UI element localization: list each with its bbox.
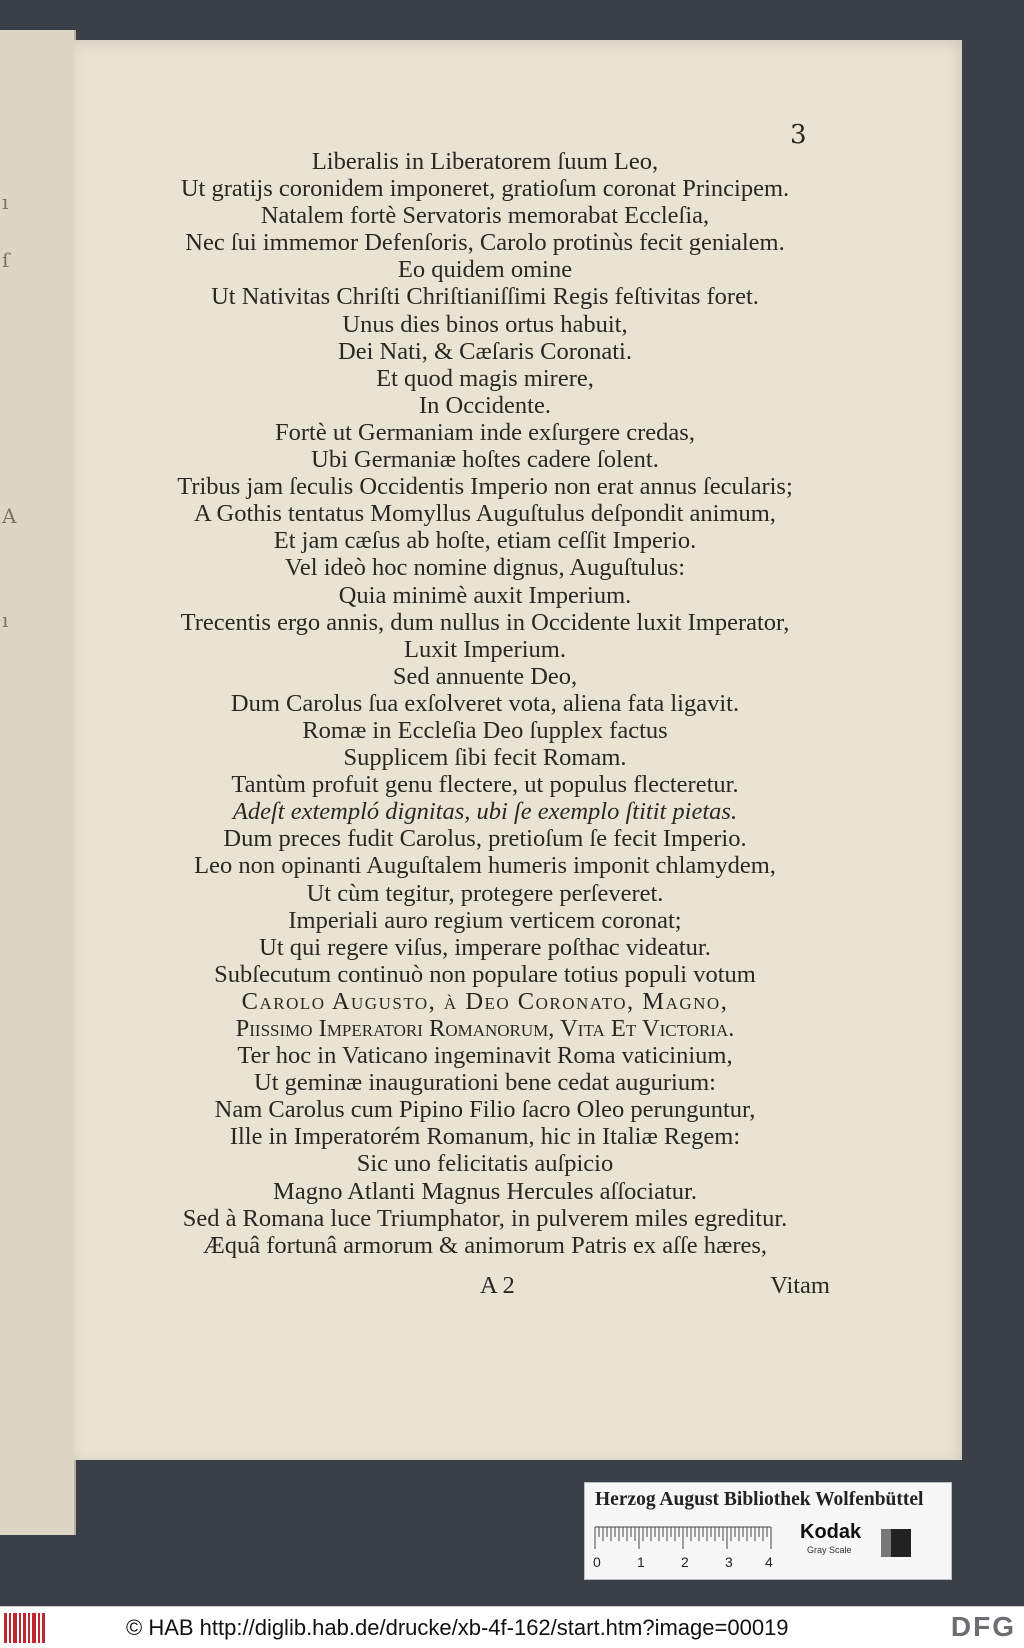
scale-label: 0 (593, 1554, 601, 1570)
text-line: Fortè ut Germaniam inde exſurgere credas, (275, 418, 695, 446)
page-number: 3 (790, 120, 807, 150)
text-line: Ut Nativitas Chriſti Chriſtianiſſimi Regis feſtivitas foret. (211, 283, 759, 311)
text-line: Sed à Romana luce Triumphator, in pulverem miles egreditur. (182, 1204, 788, 1232)
text-line: Ille in Imperatorém Romanum, hic in Italiæ Regem: (229, 1123, 741, 1151)
text-line: Tribus jam ſeculis Occidentis Imperio non erat annus ſecularis; (177, 473, 793, 501)
text-line: Vel ideò hoc nomine dignus, Auguſtulus: (284, 554, 686, 582)
text-line: Liberalis in Liberatorem ſuum Leo, (311, 148, 659, 175)
text-line: Unus dies binos ortus habuit, (342, 310, 628, 338)
text-line: Quia minimè auxit Imperium. (338, 581, 632, 609)
text-line: Ubi Germaniæ hoſtes cadere ſolent. (311, 446, 659, 474)
catchword: Vitam (770, 1272, 830, 1299)
text-line: Eo quidem omine (397, 256, 573, 284)
text-line: Et quod magis mirere, (376, 364, 594, 392)
text-line: Ut cùm tegitur, protegere perſeveret. (306, 879, 664, 907)
text-line: Sic uno felicitatis auſpicio (356, 1150, 614, 1178)
text-line: Tantùm profuit genu flectere, ut populus flecteretur. (231, 771, 739, 799)
text-line: Et jam cæſus ab hoſte, etiam ceſſit Imperio. (273, 527, 697, 555)
text-line: Carolo Augusto, à Deo Coronato, Magno, (241, 987, 729, 1015)
text-line-italic: Adeſt extempló dignitas, ubi ſe exemplo ſtitit pietas. (232, 798, 738, 826)
credit-url[interactable]: © HAB http://diglib.hab.de/drucke/xb-4f-162/start.htm?image=00019 (126, 1615, 789, 1640)
text-line: Supplicem ſibi fecit Romam. (343, 744, 627, 772)
prev-page-fragment: A (2, 504, 17, 528)
text-line: Ut gratijs coronidem imponeret, gratioſum coronat Principem. (180, 175, 790, 203)
ruler-scale (593, 1523, 773, 1571)
gray-patch (881, 1529, 891, 1557)
text-line: Trecentis ergo annis, dum nullus in Occidente luxit Imperator, (180, 608, 790, 636)
text-line: Dum preces fudit Carolus, pretioſum ſe fecit Imperio. (223, 825, 747, 853)
text-line: Sed annuente Deo, (392, 662, 578, 690)
text-line: Leo non opinanti Auguſtalem humeris imponit chlamydem, (194, 852, 776, 880)
library-label: Herzog August Bibliothek Wolfenbüttel (595, 1489, 924, 1510)
gray-scale-label: Gray Scale (807, 1545, 852, 1555)
text-line: Imperiali auro regium verticem coronat; (288, 906, 682, 934)
text-line: Nec ſui immemor Defenſoris, Carolo protinùs fecit genialem. (185, 229, 785, 257)
text-line: A Gothis tentatus Momyllus Auguſtulus deſpondit animum, (194, 500, 776, 528)
text-line: Subſecutum continuò non populare totius populi votum (214, 960, 756, 988)
text-line: Magno Atlanti Magnus Hercules aſſociatur. (273, 1177, 697, 1205)
prev-page-fragment: ſ (2, 248, 10, 272)
text-line: Æquâ fortunâ armorum & animorum Patris ex aſſe hæres, (202, 1231, 768, 1259)
text-line: Ter hoc in Vaticano ingeminavit Roma vaticinium, (237, 1042, 733, 1070)
text-line: In Occidente. (419, 391, 551, 419)
text-line: Ut geminæ inaugurationi bene cedat augurium: (254, 1069, 716, 1097)
dfg-logo: DFG (950, 1611, 1016, 1642)
previous-page-edge (0, 30, 76, 1535)
text-line: Natalem fortè Servatoris memorabat Eccleſia, (260, 202, 710, 230)
text-line: Dum Carolus ſua exſolveret vota, aliena fata ligavit. (230, 689, 740, 717)
signature-mark: A 2 (480, 1272, 515, 1299)
prev-page-fragment: ı (2, 190, 9, 214)
text-line: Piissimo Imperatori Romanorum, Vita Et Victoria. (235, 1015, 735, 1042)
text-line: Romæ in Eccleſia Deo ſupplex factus (302, 716, 668, 744)
kodak-brand: Kodak (800, 1521, 862, 1543)
scale-label: 4 (765, 1554, 773, 1570)
text-line: Ut qui regere viſus, imperare poſthac videatur. (259, 933, 711, 961)
scale-label: 2 (681, 1554, 689, 1570)
page-text (130, 148, 840, 1259)
text-line: Dei Nati, & Cæſaris Coronati. (338, 337, 632, 365)
prev-page-fragment: ı (2, 608, 9, 632)
text-line: Nam Carolus cum Pipino Filio ſacro Oleo perunguntur, (214, 1096, 756, 1124)
scale-label: 1 (637, 1554, 645, 1570)
text-line: Luxit Imperium. (404, 635, 566, 663)
footer-bar (0, 1606, 1024, 1648)
barcode-icon (4, 1613, 46, 1643)
color-reference-card (584, 1482, 952, 1580)
scale-label: 3 (725, 1554, 733, 1570)
